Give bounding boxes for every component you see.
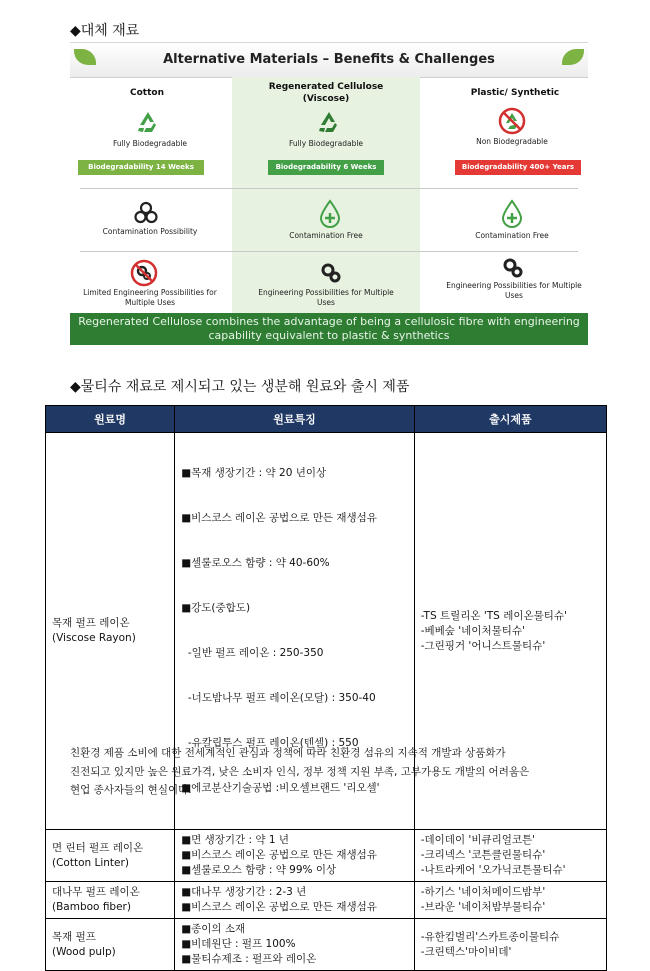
droplet-plus-icon: [318, 199, 342, 229]
table-row: [46, 882, 607, 919]
products-cell: [414, 830, 606, 882]
feature-line: -너도밤나무 펄프 레이온(모달) : 350-40: [181, 692, 376, 704]
paragraph-line: 현업 종사자들의 현실이다.: [70, 784, 192, 796]
droplet-plus-icon: [500, 199, 524, 229]
features-cell: [175, 882, 415, 919]
biodegradable-label-plastic: Non Biodegradable: [476, 137, 548, 146]
no-recycle-icon: [498, 107, 526, 135]
material-name: 면 린터 펄프 레이온: [52, 841, 144, 854]
material-name-cell: [46, 919, 175, 971]
divider: [80, 188, 578, 189]
gears-icon: [501, 256, 525, 280]
material-name-cell: [46, 830, 175, 882]
section-heading-biodegradable-materials: ◆물티슈 재료로 제시되고 있는 생분해 원료와 출시 제품: [70, 379, 410, 395]
features-cell: [175, 830, 415, 882]
material-name-en: (Bamboo fiber): [52, 901, 131, 913]
recycle-icon: [316, 109, 342, 135]
gears-icon: [319, 261, 343, 285]
material-name: 목재 펄프: [52, 930, 96, 943]
feature-line: ■물티슈제조 : 펄프와 레이온: [181, 953, 317, 965]
feature-line: ■비스코스 레이온 공법으로 만든 재생섬유: [181, 849, 377, 861]
feature-line: ■셀룰로오스 함량 : 약 99% 이상: [181, 864, 337, 876]
feature-line: ■비스코스 레이온 공법으로 만든 재생섬유: [181, 512, 377, 524]
product-line: -크린텍스'마이비데': [420, 945, 512, 958]
infographic-title-bar: [70, 43, 588, 78]
paragraph-line: 친환경 제품 소비에 대한 전세계적인 관심과 정책에 따라 친환경 섬유의 지속적 개발과 상품화가: [70, 747, 506, 759]
table-header-row: [46, 406, 607, 433]
feature-line: ■목재 생장기간 : 약 20 년이상: [181, 467, 327, 479]
products-cell: [414, 919, 606, 971]
badge-plastic: Biodegradability 400+ Years: [455, 160, 581, 175]
material-name-cell: [46, 882, 175, 919]
column-header-cotton: Cotton: [130, 88, 164, 98]
material-name-en: (Cotton Linter): [52, 856, 129, 869]
biodegradable-label-viscose: Fully Biodegradable: [288, 139, 364, 148]
feature-line: ■면 생장기간 : 약 1 년: [181, 834, 290, 846]
products-cell: [414, 882, 606, 919]
table-row: [46, 830, 607, 882]
feature-line: ■대나무 생장기간 : 2-3 년: [181, 886, 307, 898]
feature-line: ■에코분산기술공법 :비오셀브랜드 '리오셀': [181, 782, 380, 794]
conclusion-paragraph: [70, 744, 590, 800]
feature-line: ■강도(중합도): [181, 602, 251, 614]
feature-line: ■셀룰로오스 함량 : 약 40-60%: [181, 557, 330, 569]
materials-table: [45, 405, 607, 971]
table-row: [46, 919, 607, 971]
infographic-footer: [70, 313, 588, 345]
recycle-icon: [135, 109, 161, 135]
column-header-plastic: Plastic/ Synthetic: [470, 88, 560, 98]
material-name: 대나무 펄프 레이온: [52, 886, 140, 898]
badge-viscose: Biodegradability 6 Weeks: [268, 160, 384, 175]
section-heading-alternative-materials: ◆대체 재료: [70, 23, 140, 39]
feature-line: ■비데원단 : 펄프 100%: [181, 938, 296, 950]
material-name-en: (Viscose Rayon): [52, 632, 136, 644]
product-line: -하기스 '네이처메이드밤부': [420, 886, 546, 898]
contamination-label-cotton: Contamination Possibility: [102, 227, 198, 236]
no-gears-icon: [130, 259, 158, 287]
biodegradable-label-cotton: Fully Biodegradable: [112, 139, 188, 148]
column-header-name: 원료명: [46, 406, 175, 433]
biohazard-icon: [133, 200, 159, 226]
material-name-en: (Wood pulp): [52, 945, 116, 958]
product-line: -TS 트릴리온 'TS 레이온물티슈': [420, 609, 567, 622]
product-line: -나트라케어 '오가닉코튼물티슈': [420, 864, 566, 876]
column-header-features: 원료특징: [175, 406, 415, 433]
product-line: -브라운 '네이처밤부물티슈': [420, 901, 546, 913]
column-header-products: 출시제품: [414, 406, 606, 433]
feature-line: -유칼립투스 펄프 레이온(텐셀) : 550: [181, 737, 359, 749]
product-line: -유한킴벌리'스카트종이물티슈: [420, 930, 560, 943]
product-line: -데이데이 '비큐리얼코튼': [420, 834, 536, 846]
engineering-label-viscose: Engineering Possibilities for Multiple Uses: [258, 288, 394, 307]
infographic-footer-text: Regenerated Cellulose combines the advantage of being a cellulosic fibre with engineering capability equivalent to plastic & synthetics: [78, 315, 580, 342]
feature-line: -일반 펄프 레이온 : 250-350: [181, 647, 324, 659]
column-header-viscose: Regenerated Cellulose (Viscose): [268, 82, 384, 104]
features-cell: [175, 919, 415, 971]
material-name: 목재 펄프 레이온: [52, 617, 130, 629]
product-line: -그린핑거 '어니스트물티슈': [420, 639, 546, 652]
badge-cotton: Biodegradability 14 Weeks: [78, 160, 204, 175]
paragraph-line: 진전되고 있지만 높은 원료가격, 낮은 소비자 인식, 정부 정책 지원 부족, 고부가용도 개발의 어려움은: [70, 765, 530, 778]
product-line: -크리넥스 '코튼클린물티슈': [420, 849, 546, 861]
engineering-label-plastic: Engineering Possibilities for Multiple Uses: [446, 281, 582, 300]
engineering-label-cotton: Limited Engineering Possibilities for Multiple Uses: [83, 288, 217, 307]
contamination-label-viscose: Contamination Free: [289, 231, 363, 240]
feature-line: ■종이의 소재: [181, 923, 246, 935]
feature-line: ■비스코스 레이온 공법으로 만든 재생섬유: [181, 901, 377, 913]
contamination-label-plastic: Contamination Free: [475, 231, 549, 240]
divider: [80, 251, 578, 252]
product-line: -베베숲 '네이처물티슈': [420, 624, 525, 637]
alternative-materials-infographic: [70, 42, 588, 345]
infographic-title: Alternative Materials – Benefits & Challenges: [163, 52, 495, 67]
